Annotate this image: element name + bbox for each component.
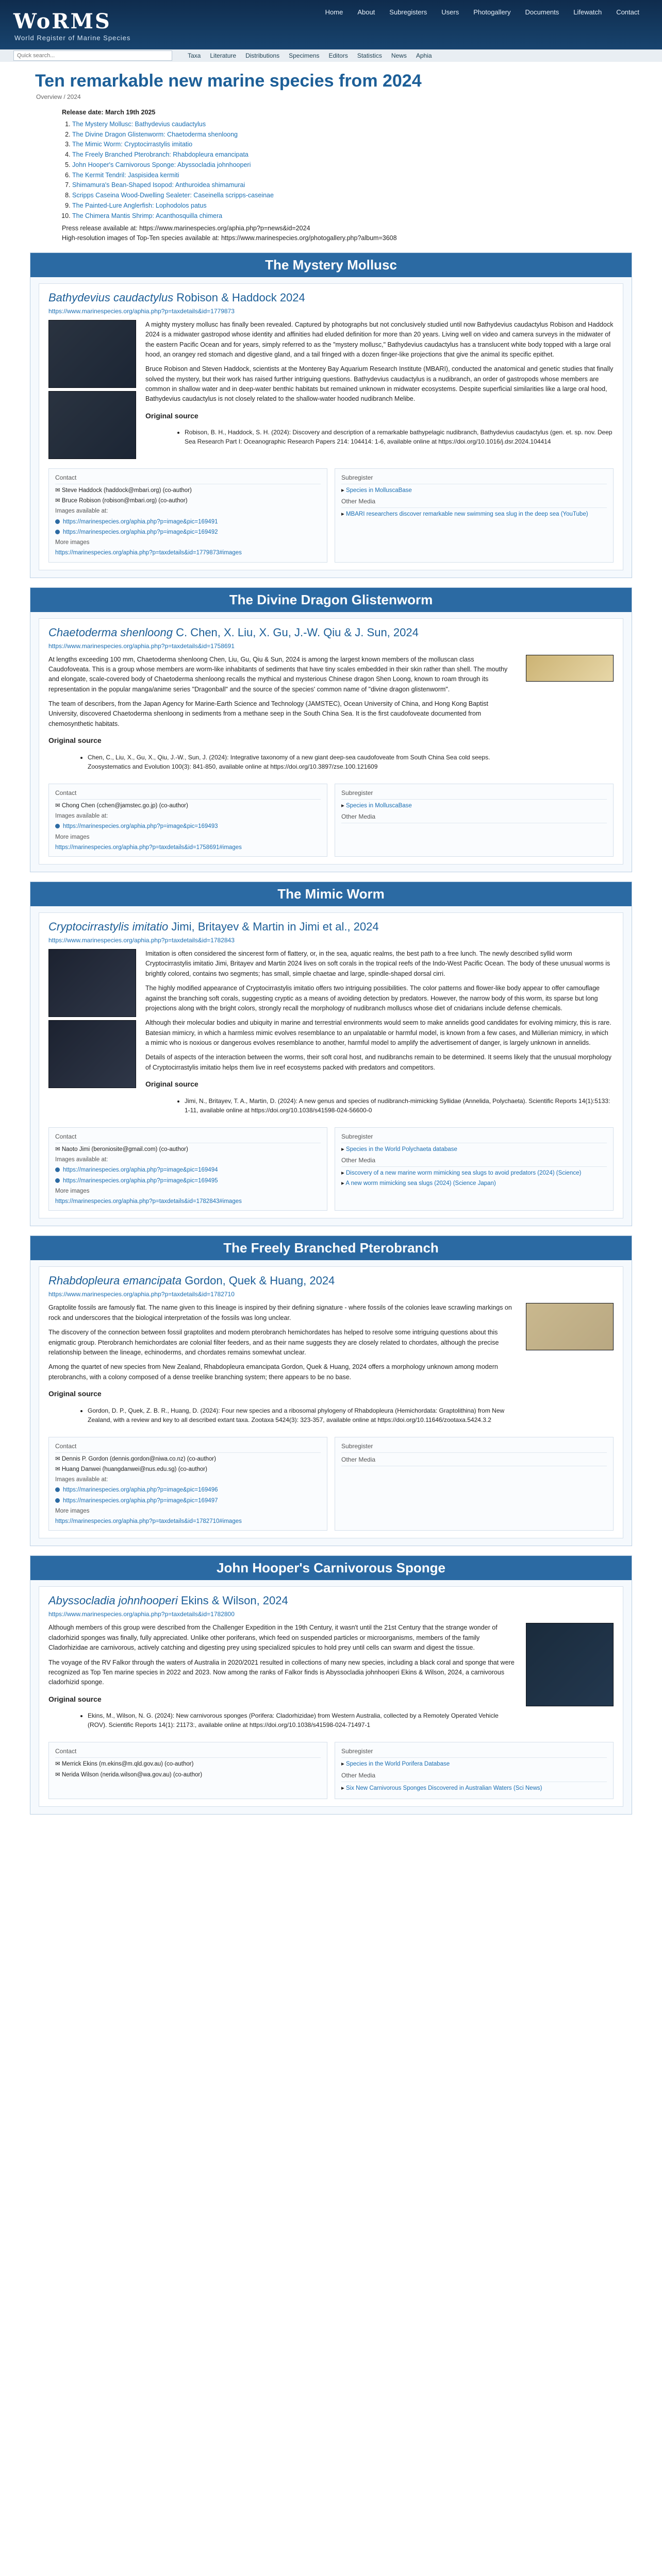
reference-item[interactable]: • Ekins, M., Wilson, N. G. (2024): New carnivorous sponges (Porifera: Cladorhizidae) from Western Australia, collected by a Remotely Operated Vehicle (ROV). Scientific Reports 14(1): 21173:, available online at https://doi.org/10.1038/s41598-024-71497-1 (88, 1711, 517, 1730)
section-header: The Freely Branched Pterobranch (30, 1236, 632, 1260)
nav-subregisters[interactable]: Subregisters (389, 8, 427, 16)
site-subtitle: World Register of Marine Species (14, 34, 131, 42)
site-header (0, 0, 662, 62)
search-input[interactable]: Quick search... (13, 50, 172, 61)
quick-links (188, 52, 432, 59)
toc-item[interactable]: 4. The Freely Branched Pterobranch: Rhabdopleura emancipata (72, 150, 600, 160)
original-source-heading: Original source (145, 411, 198, 420)
original-source-heading: Original source (48, 1694, 102, 1703)
site-logo[interactable]: WoRMS (13, 9, 111, 33)
mail-icon: ✉ (55, 1455, 62, 1462)
nav-photogallery[interactable]: Photogallery (473, 8, 511, 16)
species-text (48, 655, 517, 777)
contact-item[interactable] (55, 802, 321, 810)
more-images-label: More images (55, 539, 90, 546)
species-paragraph: Imitation is often considered the sincerest form of flattery, or, in the sea, aquatic realms, the best path to a free lunch. The newly described syllid worm Cryptocirrastylis imitatio Jimi, Britayev and Martin 2024 lives on soft corals in the tropical reefs of the Indo-West Pacific Ocean. The body of these unusual worms is brightly colored, contains two segments; has small, simple chaetae and large, spindle-shaped dorsal cirri. (145, 950, 610, 977)
nav-home[interactable]: Home (325, 8, 343, 16)
subregister-box (335, 784, 614, 857)
contact-item[interactable] (55, 1760, 321, 1769)
more-images-link[interactable]: https://marinespecies.org/aphia.php?p=taxdetails&id=1782710#images (55, 1518, 242, 1525)
species-paragraph: The highly modified appearance of Cryptocirrastylis imitatio offers two intriguing possibilities. The color patterns and flower-like body appear to offer camouflage against the branching soft corals, suggesting cryptic as a means of avoiding detection by predators. However, the narrow body of this worm, its sparse but long projections along with the bright colors, strongly recall the morphology of nudibranch molluscs whose diet of cnidarians include defense chemicals. (145, 985, 600, 1012)
media-item[interactable] (341, 510, 607, 519)
contact-text: Chong Chen (cchen@jamstec.go.jp) (co-author) (61, 802, 188, 809)
species-body (48, 655, 614, 777)
species-paragraph: Although members of this group were described from the Challenger Expedition in the 19th Century, it wasn't until the 21st Century that the strange wonder of cladorhizid sponges was finally, fully appreciated. Unlike other poriferans, which feed on suspended particles or microorganisms, members of the family Cladorhizidae are carnivorous, actively catching and digesting prey using specialized spicules to hold prey until cells can swarm and digest the tissue. (48, 1624, 498, 1652)
images-available-label: Images available at: (55, 1477, 108, 1483)
quick-news[interactable]: News (391, 52, 407, 59)
species-card (39, 1266, 623, 1538)
contact-item[interactable] (55, 497, 321, 505)
toc-item[interactable]: 3. The Mimic Worm: Cryptocirrastylis imitatio (72, 140, 600, 149)
species-photo[interactable] (526, 655, 614, 682)
toc-item[interactable]: 5. John Hooper's Carnivorous Sponge: Abyssocladia johnhooperi (72, 160, 600, 170)
image-icon (55, 1167, 60, 1172)
quick-statistics[interactable]: Statistics (357, 52, 382, 59)
species-paragraph: At lengths exceeding 100 mm, Chaetoderma shenloong Chen, Liu, Gu, Qiu & Sun, 2024 is among the largest known members of the molluscan class Caudofoveata. This is a group whose members are worm-like inhabitants of sediments that have tiny scales embedded in their skin rather than shell. The mouthy and elongate, scale-covered body of Chaetoderma shenloong recalls the mythical and mysterious Chinese dragon Shen Loong, known to roam through its representation in the popular manga/anime series "Dragonball" and the source of the species' common name of "divine dragon glistenworm". (48, 655, 508, 693)
species-name: Cryptocirrastylis imitatio (48, 920, 169, 934)
species-title[interactable] (48, 626, 614, 639)
species-meta (48, 1127, 614, 1211)
media-link[interactable]: MBARI researchers discover remarkable new swimming sea slug in the deep sea (YouTube) (345, 511, 588, 517)
image-icon (55, 519, 60, 524)
breadcrumb[interactable]: Overview / 2024 (36, 93, 81, 100)
species-card (39, 912, 623, 1218)
media-heading: Other Media (341, 812, 607, 823)
section-header: John Hooper's Carnivorous Sponge (30, 1556, 632, 1580)
image-link[interactable] (55, 528, 321, 537)
quick-specimens[interactable]: Specimens (289, 52, 320, 59)
reference-list (67, 1406, 517, 1425)
media-item[interactable] (341, 1179, 607, 1188)
contact-text: Dennis P. Gordon (dennis.gordon@niwa.co.nz) (co-author) (61, 1455, 216, 1462)
page-title: Ten remarkable new marine species from 2024 (35, 71, 422, 91)
species-photo[interactable] (526, 1623, 614, 1706)
mail-icon: ✉ (55, 498, 62, 504)
species-paragraph: The team of describers, from the Japan Agency for Marine-Earth Science and Technology (JAMSTEC), Ocean University of China, and Hong Kong Baptist University, discovered Chaetoderma shenloong in sediments from a methane seep in the South China Sea. It is the first caudofoveate documented from chemosynthetic habitats. (48, 700, 488, 727)
original-source-heading: Original source (145, 1080, 198, 1089)
species-title[interactable] (48, 291, 614, 304)
image-url[interactable]: https://marinespecies.org/aphia.php?p=image&pic=169494 (63, 1167, 218, 1174)
contact-text: Merrick Ekins (m.ekins@m.qld.gov.au) (co-author) (61, 1761, 194, 1768)
contact-text: Huang Danwei (huangdanwei@nus.edu.sg) (co-author) (61, 1466, 207, 1472)
subregister-item[interactable] (341, 1760, 607, 1769)
image-link[interactable] (55, 1486, 321, 1495)
toc-item[interactable]: 2. The Divine Dragon Glistenworm: Chaetoderma shenloong (72, 130, 600, 140)
subregister-item[interactable] (341, 802, 607, 810)
toc-list (72, 120, 600, 221)
species-photos (48, 949, 136, 1121)
image-icon (55, 1178, 60, 1183)
contact-heading: Contact (55, 1747, 321, 1758)
reference-list (164, 428, 614, 446)
species-text (48, 1623, 517, 1736)
intro-block (62, 108, 600, 243)
reference-item[interactable]: • Gordon, D. P., Quek, Z. B. R., Huang, D. (2024): Four new species and a ribosomal phylogeny of Rhabdopleura (Hemichordata: Graptolithina) from New Zealand, with a review and key to all described extant taxa. Zootaxa 5424(3): 323-357, available online at https://doi.org/10.11646/zootaxa.5424.3.2 (88, 1406, 517, 1425)
mail-icon: ✉ (55, 1771, 62, 1778)
subregister-box (335, 468, 614, 563)
toc-item[interactable]: 6. The Kermit Tendril: Jaspisidea kermiti (72, 171, 600, 180)
quick-editors[interactable]: Editors (328, 52, 348, 59)
toc-item[interactable]: 1. The Mystery Mollusc: Bathydevius caudactylus (72, 120, 600, 129)
reference-list (67, 1711, 517, 1730)
species-photo[interactable] (48, 1020, 136, 1088)
press-release-link[interactable]: Press release available at: https://www.marinespecies.org/aphia.php?p=news&id=2024 (62, 225, 310, 232)
species-authority: Jimi, Britayev & Martin in Jimi et al., 2024 (171, 920, 379, 934)
nav-users[interactable]: Users (441, 8, 459, 16)
species-title[interactable] (48, 920, 614, 934)
image-link[interactable] (55, 822, 321, 831)
subregister-link[interactable]: Species in the World Polychaeta database (345, 1146, 457, 1153)
species-body (48, 320, 614, 462)
images-available-label: Images available at: (55, 508, 108, 515)
top-nav (318, 5, 647, 19)
species-title[interactable] (48, 1274, 614, 1287)
arrow-icon: ▸ (341, 511, 346, 517)
subregister-link[interactable]: Species in MolluscaBase (345, 487, 412, 494)
species-section (30, 1235, 632, 1546)
images-available-label: Images available at: (55, 1157, 108, 1163)
species-text (145, 320, 614, 462)
species-paragraph: Among the quartet of new species from New Zealand, Rhabdopleura emancipata Gordon, Quek & Huang, 2024 offers a morphology unknown among modern pterobranchs, with a colony composed of a dense treelike branching system; there appears to be no base. (48, 1363, 498, 1381)
contact-text: Nerida Wilson (nerida.wilson@wa.gov.au) (co-author) (61, 1771, 203, 1778)
species-paragraph: Bruce Robison and Steven Haddock, scientists at the Monterey Bay Aquarium Research Institute (MBARI), conducted the anatomical and genetic studies that finally solved the mystery, but their work has raised further intriguing questions. Bathydevius caudactylus is a nudibranch, an order of gastropods whose members are common in shallow water and in deep-water benthic habitats but remained unknown in midwater ecosystems. Despite superficial similarities like a large oral hood, Bathydevius caudactylus is not closely related to the shallow-water hooded nudibranch Melibe. (145, 365, 614, 403)
species-body (48, 1623, 614, 1736)
contact-text: Bruce Robison (robison@mbari.org) (co-author) (61, 498, 188, 504)
species-section (30, 587, 632, 873)
sections-container (0, 252, 662, 1815)
contact-box (48, 1742, 327, 1799)
media-link[interactable]: Discovery of a new marine worm mimicking sea slugs to avoid predators (2024) (Science) (345, 1170, 582, 1177)
section-header: The Mystery Mollusc (30, 253, 632, 277)
image-icon (55, 1487, 60, 1492)
section-header: The Mimic Worm (30, 882, 632, 906)
species-authority: Robison & Haddock 2024 (176, 291, 305, 304)
contact-heading: Contact (55, 788, 321, 800)
media-item[interactable] (341, 1169, 607, 1178)
quick-literature[interactable]: Literature (210, 52, 237, 59)
mail-icon: ✉ (55, 1146, 62, 1153)
reference-list (67, 753, 517, 771)
image-url[interactable]: https://marinespecies.org/aphia.php?p=image&pic=169496 (63, 1487, 218, 1494)
species-body (48, 949, 614, 1121)
release-date: Release date: March 19th 2025 (62, 109, 156, 116)
species-text (48, 1303, 517, 1430)
image-url[interactable]: https://marinespecies.org/aphia.php?p=image&pic=169492 (63, 529, 218, 535)
search-bar (0, 49, 662, 62)
species-photos (526, 1623, 614, 1736)
more-images-link[interactable]: https://marinespecies.org/aphia.php?p=taxdetails&id=1758691#images (55, 844, 242, 851)
subregister-link[interactable]: Species in the World Porifera Database (345, 1761, 450, 1768)
image-url[interactable]: https://marinespecies.org/aphia.php?p=image&pic=169493 (63, 823, 218, 830)
species-authority: Ekins & Wilson, 2024 (180, 1594, 288, 1607)
contact-item[interactable] (55, 1145, 321, 1154)
subregister-item[interactable] (341, 486, 607, 495)
species-card (39, 1586, 623, 1806)
contact-heading: Contact (55, 1442, 321, 1453)
species-name: Rhabdopleura emancipata (48, 1274, 182, 1287)
more-images-label: More images (55, 1507, 90, 1514)
contact-item[interactable] (55, 1465, 321, 1474)
species-photo[interactable] (526, 1303, 614, 1350)
contact-heading: Contact (55, 473, 321, 484)
subregister-heading: Subregister (341, 788, 607, 800)
contact-box (48, 1127, 327, 1211)
species-authority: C. Chen, X. Liu, X. Gu, J.-W. Qiu & J. Sun, 2024 (176, 625, 419, 639)
subregister-item[interactable] (341, 1145, 607, 1154)
image-icon (55, 530, 60, 534)
image-url[interactable]: https://marinespecies.org/aphia.php?p=image&pic=169495 (63, 1177, 218, 1184)
contact-text: Naoto Jimi (beroniosite@gmail.com) (co-author) (61, 1146, 188, 1153)
contact-heading: Contact (55, 1132, 321, 1143)
toc-item[interactable]: 7. Shimamura's Bean-Shaped Isopod: Anthuroidea shimamurai (72, 180, 600, 190)
species-meta (48, 1742, 614, 1799)
original-source-heading: Original source (48, 736, 102, 745)
toc-item[interactable]: 8. Scripps Caseina Wood-Dwelling Sealeter: Caseinella scripps-caseinae (72, 191, 600, 200)
quick-distributions[interactable]: Distributions (245, 52, 280, 59)
arrow-icon: ▸ (341, 802, 346, 809)
subregister-heading: Subregister (341, 473, 607, 484)
species-photos (48, 320, 136, 462)
subregister-box (335, 1127, 614, 1211)
species-title[interactable] (48, 1594, 614, 1607)
species-card (39, 283, 623, 570)
species-paragraph: A mighty mystery mollusc has finally been revealed. Captured by photographs but not conclusively studied until now Bathydevius caudactylus Robison and Haddock 2024 is a midwater gastropod whose identity and affinities had eluded definition for more than 20 years. Living well on video and camera surveys in the midwater of the eastern Pacific Ocean and for years, simply referred to as the "mystery mollusc," Bathydevius caudactylus has a translucent white body topped with a large oral hood, an orangey red stomach and digestive gland, and a tail fringed with a dozen finger-like projections that give the animal its specific epithet. (145, 320, 614, 358)
species-photo[interactable] (48, 391, 136, 459)
image-url[interactable]: https://marinespecies.org/aphia.php?p=image&pic=169497 (63, 1497, 218, 1504)
arrow-icon: ▸ (341, 1146, 346, 1153)
mail-icon: ✉ (55, 1466, 62, 1472)
media-link[interactable]: Six New Carnivorous Sponges Discovered in Australian Waters (Sci News) (345, 1785, 542, 1791)
species-meta (48, 1437, 614, 1531)
image-link[interactable] (55, 1177, 321, 1185)
subregister-link[interactable]: Species in MolluscaBase (345, 802, 412, 809)
original-source-heading: Original source (48, 1389, 102, 1398)
species-photos (526, 1303, 614, 1430)
species-paragraph: Although their molecular bodies and ubiquity in marine and terrestrial environments would seem to make annelids good candidates for evolving mimicry, this is rare. Batesian mimicry, in which a harmless mimic evolves resemblance to an unpalatable or harmful model, is known from a few cases, and Müllerian mimicry, in which a mimic who is noxious or dangerous evolves resemblance to another, harmful model to amplify the advertisement of danger, is largely unknown in annelids. (145, 1019, 611, 1047)
species-card (39, 618, 623, 865)
reference-item[interactable]: • Chen, C., Liu, X., Gu, X., Qiu, J.-W., Sun, J. (2024): Integrative taxonomy of a new giant deep-sea caudofoveate from South China Sea cold seeps. Zoosystematics and Evolution 100(3): 841-850, available online at https://doi.org/10.3897/zse.100.121609 (88, 753, 517, 771)
species-section (30, 1555, 632, 1814)
contact-box (48, 1437, 327, 1531)
species-name: Abyssocladia johnhooperi (48, 1594, 178, 1607)
images-available-label: Images available at: (55, 813, 108, 820)
species-name: Bathydevius caudactylus (48, 291, 174, 304)
arrow-icon: ▸ (341, 1785, 346, 1791)
species-link[interactable]: https://www.marinespecies.org/aphia.php?p=taxdetails&id=1779873 (48, 307, 235, 315)
more-images-label: More images (55, 1188, 90, 1194)
image-url[interactable]: https://marinespecies.org/aphia.php?p=image&pic=169491 (63, 518, 218, 525)
species-body (48, 1303, 614, 1430)
nav-about[interactable]: About (357, 8, 375, 16)
species-meta (48, 784, 614, 857)
image-link[interactable] (55, 518, 321, 527)
contact-item[interactable] (55, 1771, 321, 1780)
subregister-heading: Subregister (341, 1442, 607, 1453)
subregister-box (335, 1742, 614, 1799)
quick-aphia[interactable]: Aphia (416, 52, 432, 59)
contact-box (48, 468, 327, 563)
species-link[interactable]: https://www.marinespecies.org/aphia.php?p=taxdetails&id=1782710 (48, 1291, 235, 1298)
species-photo[interactable] (48, 320, 136, 388)
species-link[interactable]: https://www.marinespecies.org/aphia.php?p=taxdetails&id=1758691 (48, 642, 235, 650)
nav-lifewatch[interactable]: Lifewatch (573, 8, 602, 16)
species-photos (526, 655, 614, 777)
image-link[interactable] (55, 1166, 321, 1175)
species-section (30, 252, 632, 578)
quick-taxa[interactable]: Taxa (188, 52, 201, 59)
toc-item[interactable]: 9. The Painted-Lure Anglerfish: Lophodolos patus (72, 201, 600, 211)
subregister-heading: Subregister (341, 1747, 607, 1758)
species-paragraph: The voyage of the RV Falkor through the waters of Australia in 2020/2021 resulted in collections of many new species, including a black coral and sponge that were recognized as Top Ten marine species in 2022 and 2023. Now among the ranks of Falkor finds is Abyssocladia johnhooperi Ekins & Wilson, 2024, a carnivorous cladorhizid sponge. (48, 1658, 515, 1686)
reference-item[interactable]: • Robison, B. H., Haddock, S. H. (2024): Discovery and description of a remarkable bathypelagic nudibranch, Bathydevius caudactylus (gen. et. sp. nov. Deep Sea Research Part I: Oceanographic Research Papers 214: 104414: 1-6, available online at https://doi.org/10.1016/j.dsr.2024.104414 (185, 428, 614, 446)
species-paragraph: The discovery of the connection between fossil graptolites and modern pterobranch hemichordates has helped to resolve some intriguing questions about this enigmatic group. Pterobranch hemichordates are colonial filter feeders, and as their name suggests they are closely related to chordates, although the precise relationship between the lineage, echinoderms, and chordates remains somewhat unclear. (48, 1329, 499, 1356)
more-images-link[interactable]: https://marinespecies.org/aphia.php?p=taxdetails&id=1782843#images (55, 1198, 242, 1205)
image-link[interactable] (55, 1497, 321, 1505)
species-paragraph: Details of aspects of the interaction between the worms, their soft coral host, and nudibranchs remain to be determined. It seems likely that the unusual morphology of Cryptocirrastylis imitatio helps them live in reef ecosystems packed with predators and competitors. (145, 1054, 611, 1071)
arrow-icon: ▸ (341, 1761, 346, 1768)
media-heading: Other Media (341, 1771, 607, 1782)
contact-box (48, 784, 327, 857)
media-link[interactable]: A new worm mimicking sea slugs (2024) (Science Japan) (345, 1180, 496, 1187)
species-name: Chaetoderma shenloong (48, 625, 173, 639)
species-meta (48, 468, 614, 563)
more-images-link[interactable]: https://marinespecies.org/aphia.php?p=taxdetails&id=1779873#images (55, 550, 242, 556)
media-heading: Other Media (341, 1156, 607, 1167)
species-photo[interactable] (48, 949, 136, 1017)
species-link[interactable]: https://www.marinespecies.org/aphia.php?p=taxdetails&id=1782800 (48, 1611, 235, 1618)
mail-icon: ✉ (55, 802, 62, 809)
species-authority: Gordon, Quek & Huang, 2024 (185, 1274, 335, 1287)
reference-item[interactable]: • Jimi, N., Britayev, T. A., Martin, D. (2024): A new genus and species of nudibranch-mimicking Syllidae (Annelida, Polychaeta). Scientific Reports 14(1):5133: 1-11, available online at https://doi.org/10.1038/s41598-024-56600-0 (185, 1096, 614, 1115)
contact-text: Steve Haddock (haddock@mbari.org) (co-author) (61, 487, 192, 494)
arrow-icon: ▸ (341, 1170, 346, 1177)
media-item[interactable] (341, 1784, 607, 1793)
media-heading: Other Media (341, 1455, 607, 1466)
more-images-label: More images (55, 834, 90, 840)
species-section (30, 882, 632, 1226)
contact-item[interactable] (55, 1455, 321, 1464)
hires-images-link[interactable]: High-resolution images of Top-Ten species available at: https://www.marinespecies.org/photogallery.php?album=3608 (62, 234, 397, 242)
section-header: The Divine Dragon Glistenworm (30, 588, 632, 612)
subregister-box (335, 1437, 614, 1531)
arrow-icon: ▸ (341, 487, 346, 494)
species-link[interactable]: https://www.marinespecies.org/aphia.php?p=taxdetails&id=1782843 (48, 937, 235, 944)
image-icon (55, 1498, 60, 1503)
toc-item[interactable]: 10. The Chimera Mantis Shrimp: Acanthosquilla chimera (72, 211, 600, 221)
subregister-heading: Subregister (341, 1132, 607, 1143)
image-icon (55, 824, 60, 828)
media-heading: Other Media (341, 497, 607, 508)
nav-contact[interactable]: Contact (616, 8, 639, 16)
contact-item[interactable] (55, 486, 321, 495)
arrow-icon: ▸ (341, 1180, 346, 1187)
species-paragraph: Graptolite fossils are famously flat. The name given to this lineage is inspired by their defining signature - where fossils of the colonies leave scrawling markings on rock and underscores that the biological interpretation of the fossils was long unclear. (48, 1304, 512, 1321)
species-text (145, 949, 614, 1121)
reference-list (164, 1096, 614, 1115)
mail-icon: ✉ (55, 487, 62, 494)
mail-icon: ✉ (55, 1761, 62, 1768)
nav-documents[interactable]: Documents (525, 8, 559, 16)
